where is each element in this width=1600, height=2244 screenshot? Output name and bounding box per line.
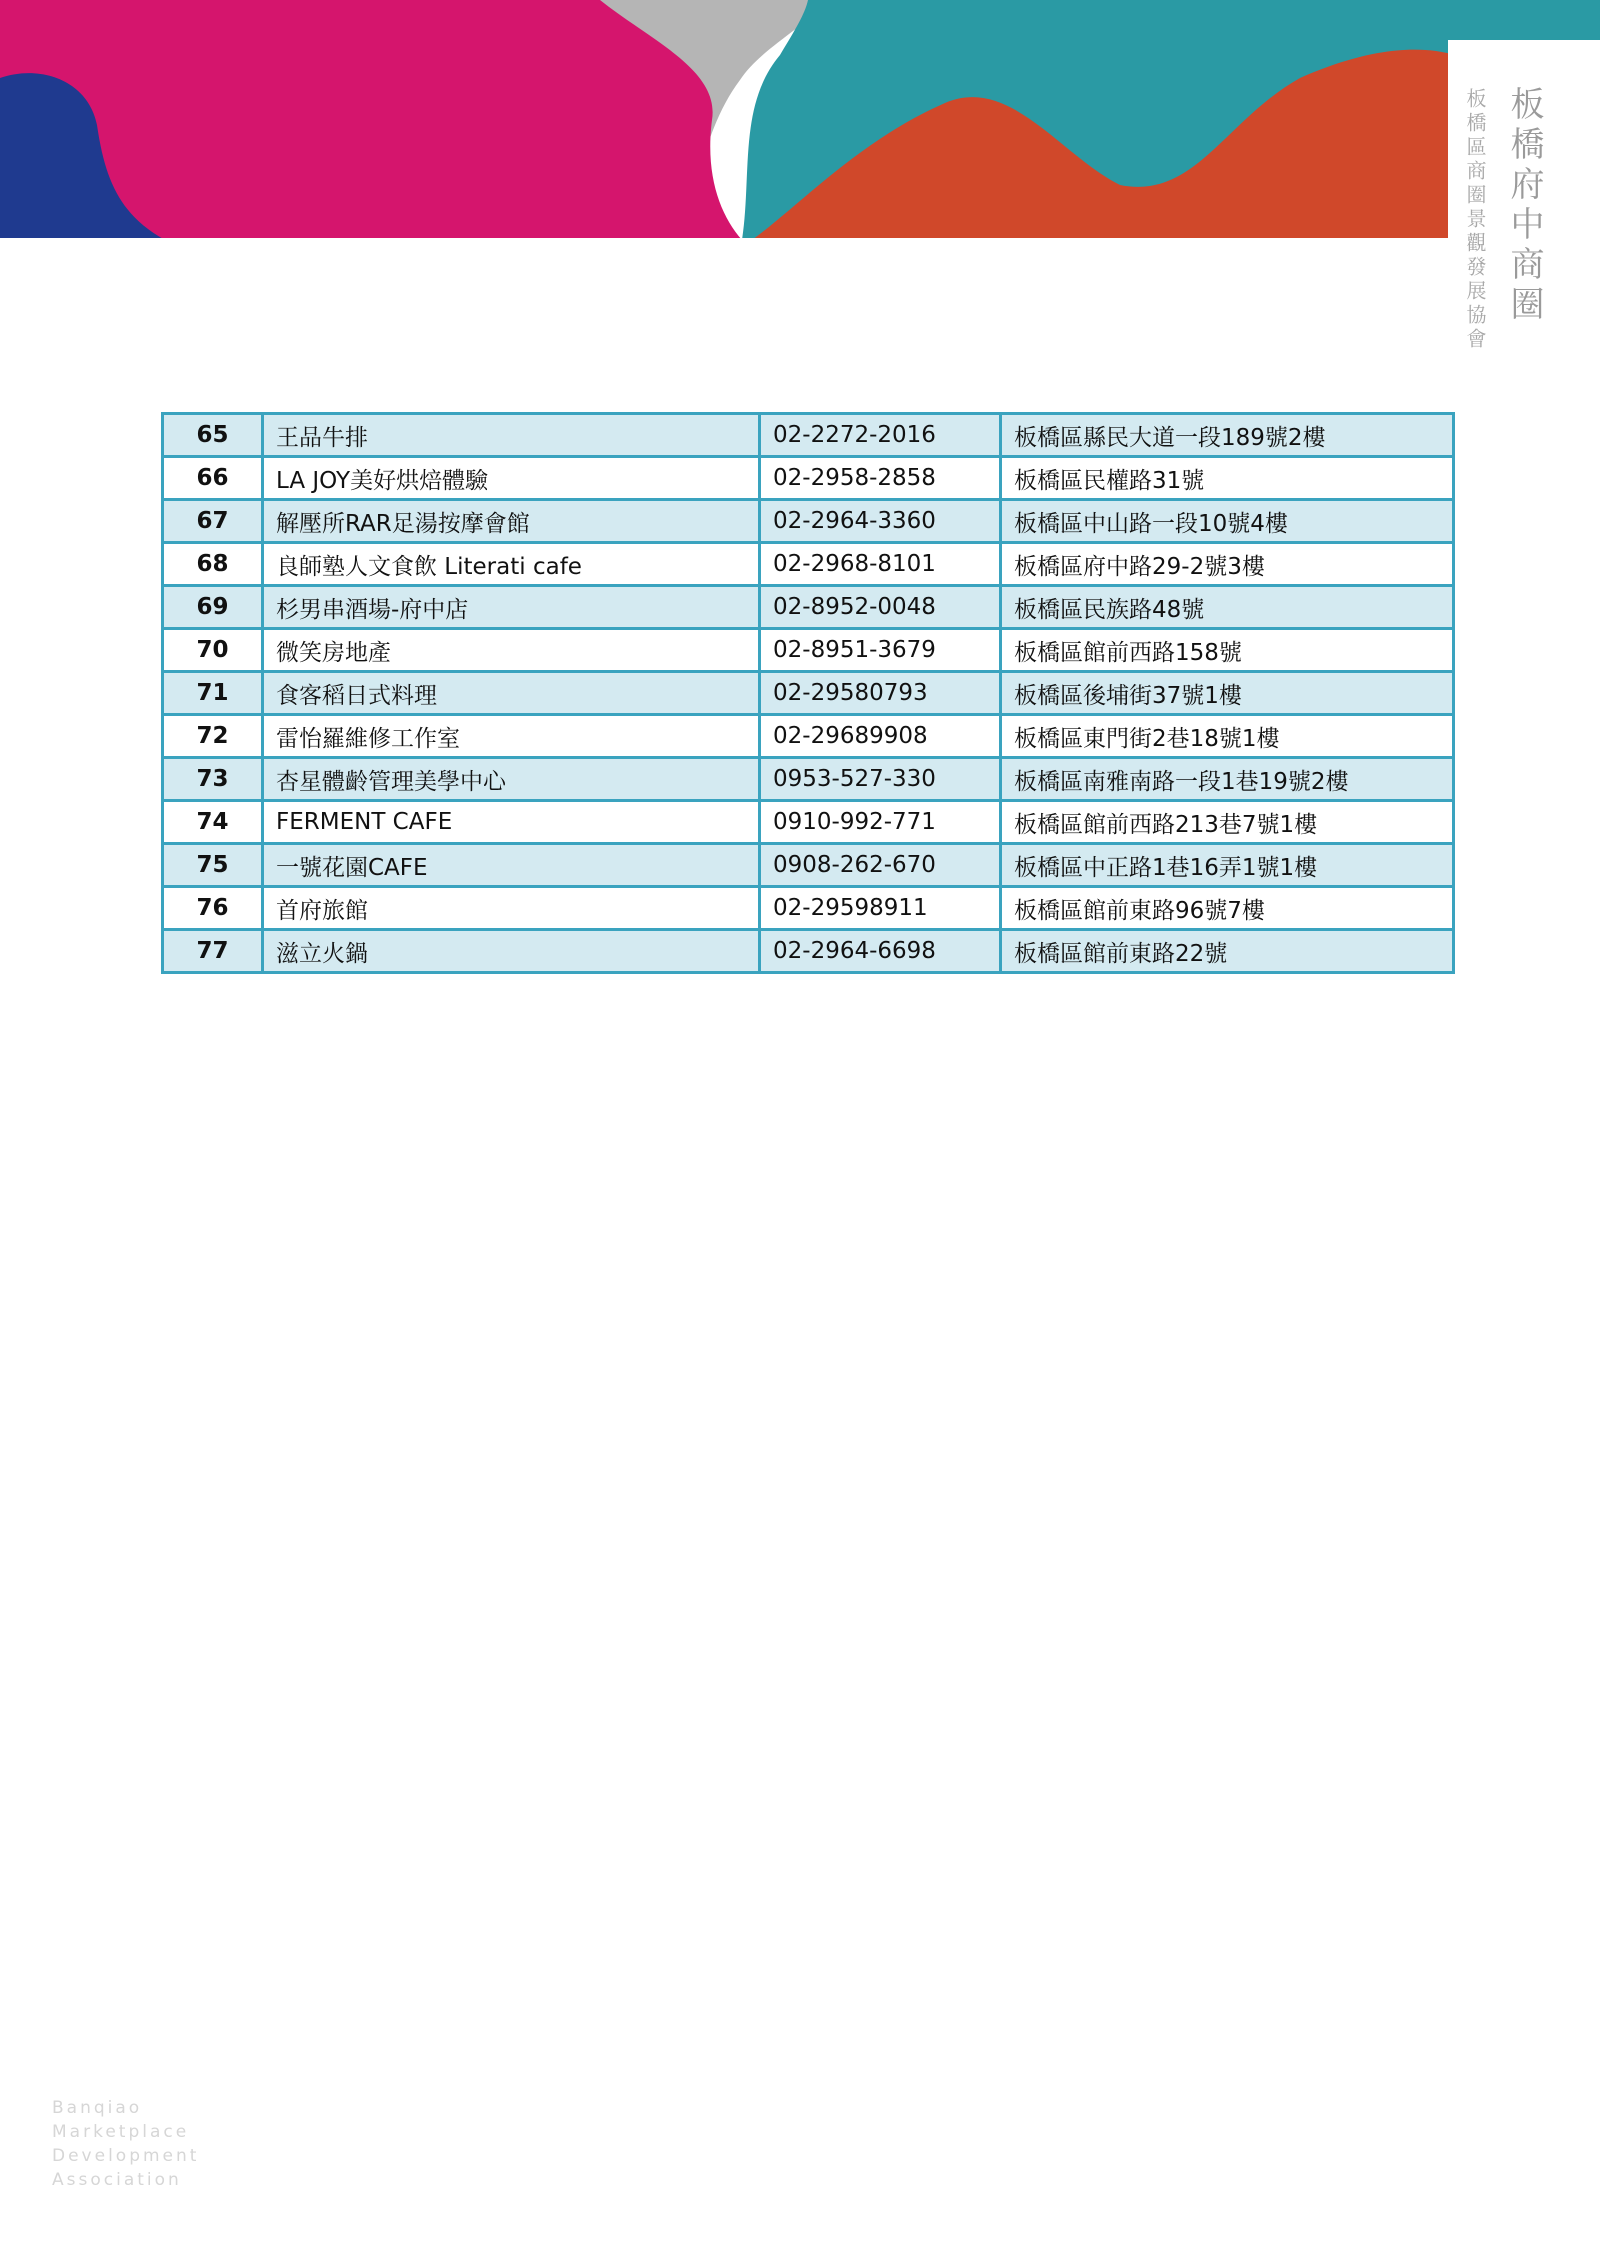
table-row — [163, 672, 1454, 715]
table-row — [163, 586, 1454, 629]
table-row — [163, 930, 1454, 973]
phone-number: 02-8952-0048 — [760, 586, 1001, 629]
phone-number: 02-2964-3360 — [760, 500, 1001, 543]
phone-number: 02-29598911 — [760, 887, 1001, 930]
address: 板橋區民權路31號 — [1001, 457, 1454, 500]
watermark-line: Marketplace — [52, 2122, 190, 2142]
directory-table-wrapper — [161, 412, 1452, 974]
table-row — [163, 715, 1454, 758]
shop-name: 杉男串酒場-府中店 — [263, 586, 760, 629]
phone-number: 02-2958-2858 — [760, 457, 1001, 500]
address: 板橋區中山路一段10號4樓 — [1001, 500, 1454, 543]
table-row — [163, 887, 1454, 930]
row-number: 65 — [163, 414, 263, 457]
shop-name: 解壓所RAR足湯按摩會館 — [263, 500, 760, 543]
address: 板橋區館前西路158號 — [1001, 629, 1454, 672]
address: 板橋區東門街2巷18號1樓 — [1001, 715, 1454, 758]
shop-name: 食客稻日式料理 — [263, 672, 760, 715]
address: 板橋區南雅南路一段1巷19號2樓 — [1001, 758, 1454, 801]
table-row — [163, 500, 1454, 543]
row-number: 67 — [163, 500, 263, 543]
row-number: 66 — [163, 457, 263, 500]
table-row — [163, 629, 1454, 672]
phone-number: 02-8951-3679 — [760, 629, 1001, 672]
table-row — [163, 457, 1454, 500]
address: 板橋區館前東路96號7樓 — [1001, 887, 1454, 930]
address: 板橋區中正路1巷16弄1號1樓 — [1001, 844, 1454, 887]
shop-name: 一號花園CAFE — [263, 844, 760, 887]
brand-title: 板橋府中商圈 — [1504, 86, 1544, 326]
row-number: 73 — [163, 758, 263, 801]
phone-number: 0910-992-771 — [760, 801, 1001, 844]
shop-name: 良師塾人文食飲 Literati cafe — [263, 543, 760, 586]
table-row — [163, 758, 1454, 801]
row-number: 75 — [163, 844, 263, 887]
phone-number: 02-2964-6698 — [760, 930, 1001, 973]
watermark-line: Development — [52, 2146, 200, 2166]
address: 板橋區民族路48號 — [1001, 586, 1454, 629]
row-number: 74 — [163, 801, 263, 844]
table-row — [163, 414, 1454, 457]
table-row — [163, 543, 1454, 586]
header-art — [0, 0, 1600, 240]
phone-number: 02-2968-8101 — [760, 543, 1001, 586]
phone-number: 0953-527-330 — [760, 758, 1001, 801]
association-watermark — [52, 2096, 199, 2192]
header-band-bottom — [0, 238, 1600, 240]
row-number: 71 — [163, 672, 263, 715]
shop-name: 微笑房地產 — [263, 629, 760, 672]
directory-table — [161, 412, 1455, 974]
shop-name: 杏星體齡管理美學中心 — [263, 758, 760, 801]
phone-number: 02-29689908 — [760, 715, 1001, 758]
shop-name: 王品牛排 — [263, 414, 760, 457]
table-row — [163, 844, 1454, 887]
row-number: 72 — [163, 715, 263, 758]
shop-name: 滋立火鍋 — [263, 930, 760, 973]
row-number: 76 — [163, 887, 263, 930]
address: 板橋區府中路29-2號3樓 — [1001, 543, 1454, 586]
shop-name: LA JOY美好烘焙體驗 — [263, 457, 760, 500]
brand-subtitle: 板橋區商圈景觀發展協會 — [1463, 88, 1487, 352]
watermark-line: Association — [52, 2170, 182, 2190]
row-number: 68 — [163, 543, 263, 586]
phone-number: 0908-262-670 — [760, 844, 1001, 887]
phone-number: 02-29580793 — [760, 672, 1001, 715]
address: 板橋區縣民大道一段189號2樓 — [1001, 414, 1454, 457]
address: 板橋區後埔街37號1樓 — [1001, 672, 1454, 715]
shop-name: 首府旅館 — [263, 887, 760, 930]
address: 板橋區館前西路213巷7號1樓 — [1001, 801, 1454, 844]
row-number: 77 — [163, 930, 263, 973]
shop-name: FERMENT CAFE — [263, 801, 760, 844]
shop-name: 雷怡羅維修工作室 — [263, 715, 760, 758]
row-number: 69 — [163, 586, 263, 629]
watermark-line: Banqiao — [52, 2098, 143, 2118]
table-row — [163, 801, 1454, 844]
phone-number: 02-2272-2016 — [760, 414, 1001, 457]
row-number: 70 — [163, 629, 263, 672]
address: 板橋區館前東路22號 — [1001, 930, 1454, 973]
